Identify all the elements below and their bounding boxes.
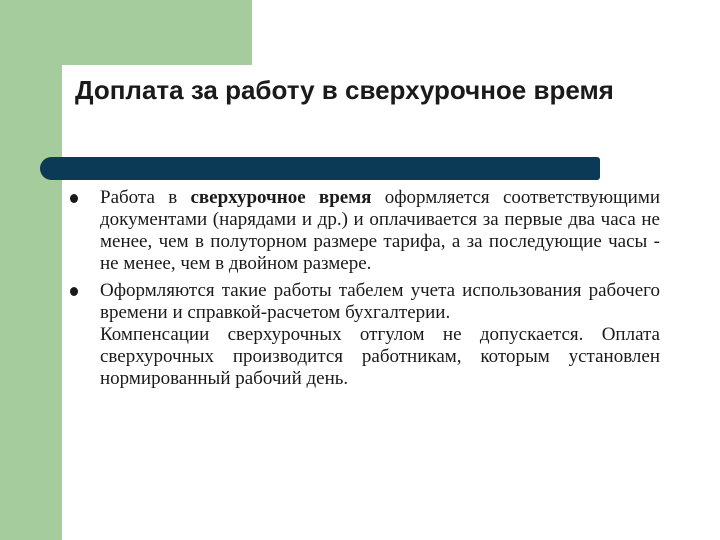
- bullet-text-1-start: Работа в: [100, 187, 191, 208]
- bullet-text-2-para-1: Оформляются такие работы табелем учета использования рабочего времени и справкой-расчетом бухгалтерии.: [100, 280, 660, 323]
- bullet-text-1-bold: сверхурочное время: [190, 187, 372, 208]
- bullet-dot-icon: [70, 287, 78, 296]
- bullet-text-1: [100, 187, 660, 275]
- slide-title: Доплата за работу в сверхурочное время: [75, 75, 614, 105]
- bullet-list: [70, 187, 660, 390]
- bullet-dot-icon: [70, 194, 78, 203]
- accent-strip: [0, 0, 62, 540]
- bullet-text-1-end: оформляется соответствующими документами (нарядами и др.) и оплачивается за первые два часа не менее, чем в полуторном размере тарифа, а за последующие часы - не менее, чем в двойном размере.: [100, 187, 661, 274]
- bullet-item-1: [70, 187, 660, 275]
- bullet-item-2: [70, 280, 660, 390]
- bullet-text-2-para-2: Компенсации сверхурочных отгулом не допускается. Оплата сверхурочных производится работникам, которым установлен нормированный рабочий день.: [100, 324, 660, 389]
- title-underline-bar: [60, 157, 600, 180]
